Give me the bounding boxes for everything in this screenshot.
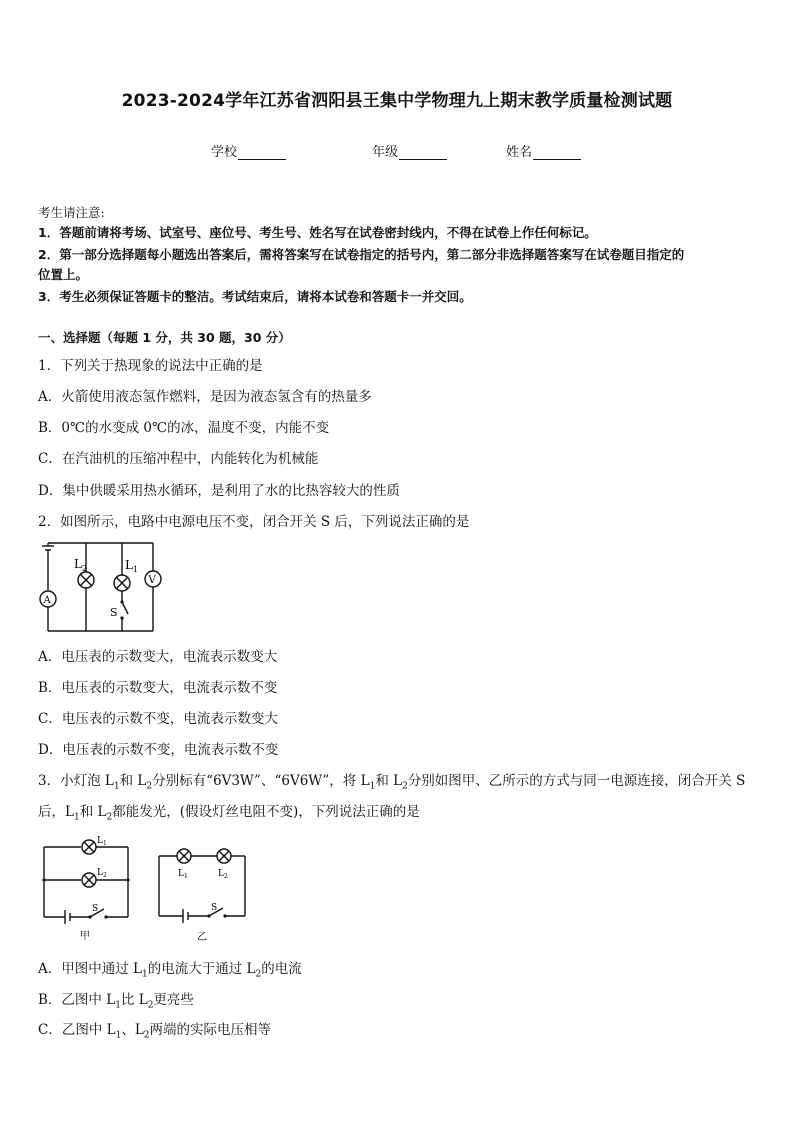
q3-option-c[interactable]: C．乙图中 $L_1$、$L_2$两端的实际电压相等 (38, 1022, 272, 1041)
q3a-lamp2-label: $L_2$ (97, 868, 107, 879)
q1-option-c[interactable]: C．在汽油机的压缩冲程中，内能转化为机械能 (38, 451, 319, 467)
q3-stem-line1: 3．小灯泡 $L_1$和 $L_2$分别标有“6V3W”、“6V6W”，将 $L_1$和 $L_2$分别如图甲、乙所示的方式与同一电源连接，闭合开关 S (38, 773, 746, 792)
page-title: 2023-2024学年江苏省泗阳县王集中学物理九上期末教学质量检测试题 (121, 91, 673, 111)
q3-option-b[interactable]: B．乙图中 $L_1$比 $L_2$更亮些 (38, 992, 194, 1011)
q2-option-b[interactable]: B．电压表的示数变大，电流表示数不变 (38, 680, 278, 696)
q3-circuit-a (38, 835, 138, 945)
q3a-right-junction (126, 878, 129, 881)
name-field (506, 141, 581, 160)
q2-switch-pivot (120, 600, 123, 603)
q2-lamp2-label: $L_2$ (74, 557, 88, 573)
q3b-caption: 乙 (197, 932, 207, 943)
grade-blank[interactable] (399, 145, 447, 160)
q3a-left-junction (42, 878, 45, 881)
q3b-switch-pivot (207, 914, 210, 917)
q3a-lamp1-label: $L_1$ (97, 836, 107, 847)
school-field (211, 141, 286, 160)
notice-heading: 考生请注意: (38, 205, 105, 220)
q2-switch-contact (120, 616, 123, 619)
q2-circuit-diagram (38, 538, 163, 634)
q1-option-a[interactable]: A．火箭使用液态氢作燃料，是因为液态氢含有的热量多 (38, 389, 372, 405)
notice-item-2: 2．第一部分选择题每小题选出答案后，需将答案写在试卷指定的括号内，第二部分非选择题答案写在试卷题目指定的 (38, 247, 685, 262)
notice-item-1: 1．答题前请将考场、试室号、座位号、考生号、姓名写在试卷密封线内，不得在试卷上作任何标记。 (38, 225, 597, 240)
q3b-lamp1-label: $L_1$ (178, 869, 188, 880)
q1-stem: 1．下列关于热现象的说法中正确的是 (38, 358, 263, 374)
q3b-lamp2-label: $L_2$ (218, 869, 228, 880)
q2-ammeter-label: A (43, 595, 51, 606)
q3-circuit-b (155, 840, 250, 945)
q3a-switch-pivot (88, 915, 91, 918)
name-blank[interactable] (533, 145, 581, 160)
q2-option-d[interactable]: D．电压表的示数不变，电流表示数不变 (38, 742, 279, 758)
q2-switch-label: S (110, 606, 118, 619)
q2-option-c[interactable]: C．电压表的示数不变，电流表示数变大 (38, 711, 278, 727)
section-heading: 一、选择题（每题 1 分，共 30 题，30 分） (38, 330, 291, 345)
school-blank[interactable] (238, 145, 286, 160)
grade-field (372, 141, 447, 160)
q3a-caption: 甲 (80, 931, 90, 942)
grade-label: 年级 (372, 145, 399, 160)
q3b-switch-label: S (211, 903, 218, 913)
q2-stem: 2．如图所示，电路中电源电压不变，闭合开关 S 后，下列说法正确的是 (38, 514, 470, 530)
q1-option-d[interactable]: D．集中供暖采用热水循环，是利用了水的比热容较大的性质 (38, 483, 400, 499)
q3a-switch-contact (104, 915, 107, 918)
q3a-switch-label: S (92, 904, 99, 914)
notice-item-2-cont: 位置上。 (38, 267, 89, 282)
q2-voltmeter-label: V (148, 575, 156, 586)
q3-stem-line2: 后，$L_1$和 $L_2$都能发光，(假设灯丝电阻不变)，下列说法正确的是 (38, 804, 420, 823)
q2-option-a[interactable]: A．电压表的示数变大，电流表示数变大 (38, 649, 278, 665)
q3b-switch-contact (223, 914, 226, 917)
q1-option-b[interactable]: B．0℃的水变成 0℃的冰，温度不变，内能不变 (38, 420, 330, 436)
notice-item-3: 3．考生必须保证答题卡的整洁。考试结束后，请将本试卷和答题卡一并交回。 (38, 289, 472, 304)
q3-option-a[interactable]: A．甲图中通过 $L_1$的电流大于通过 $L_2$的电流 (38, 961, 302, 980)
q2-lamp1-label: $L_1$ (125, 558, 139, 574)
name-label: 姓名 (506, 145, 533, 160)
school-label: 学校 (211, 145, 238, 160)
